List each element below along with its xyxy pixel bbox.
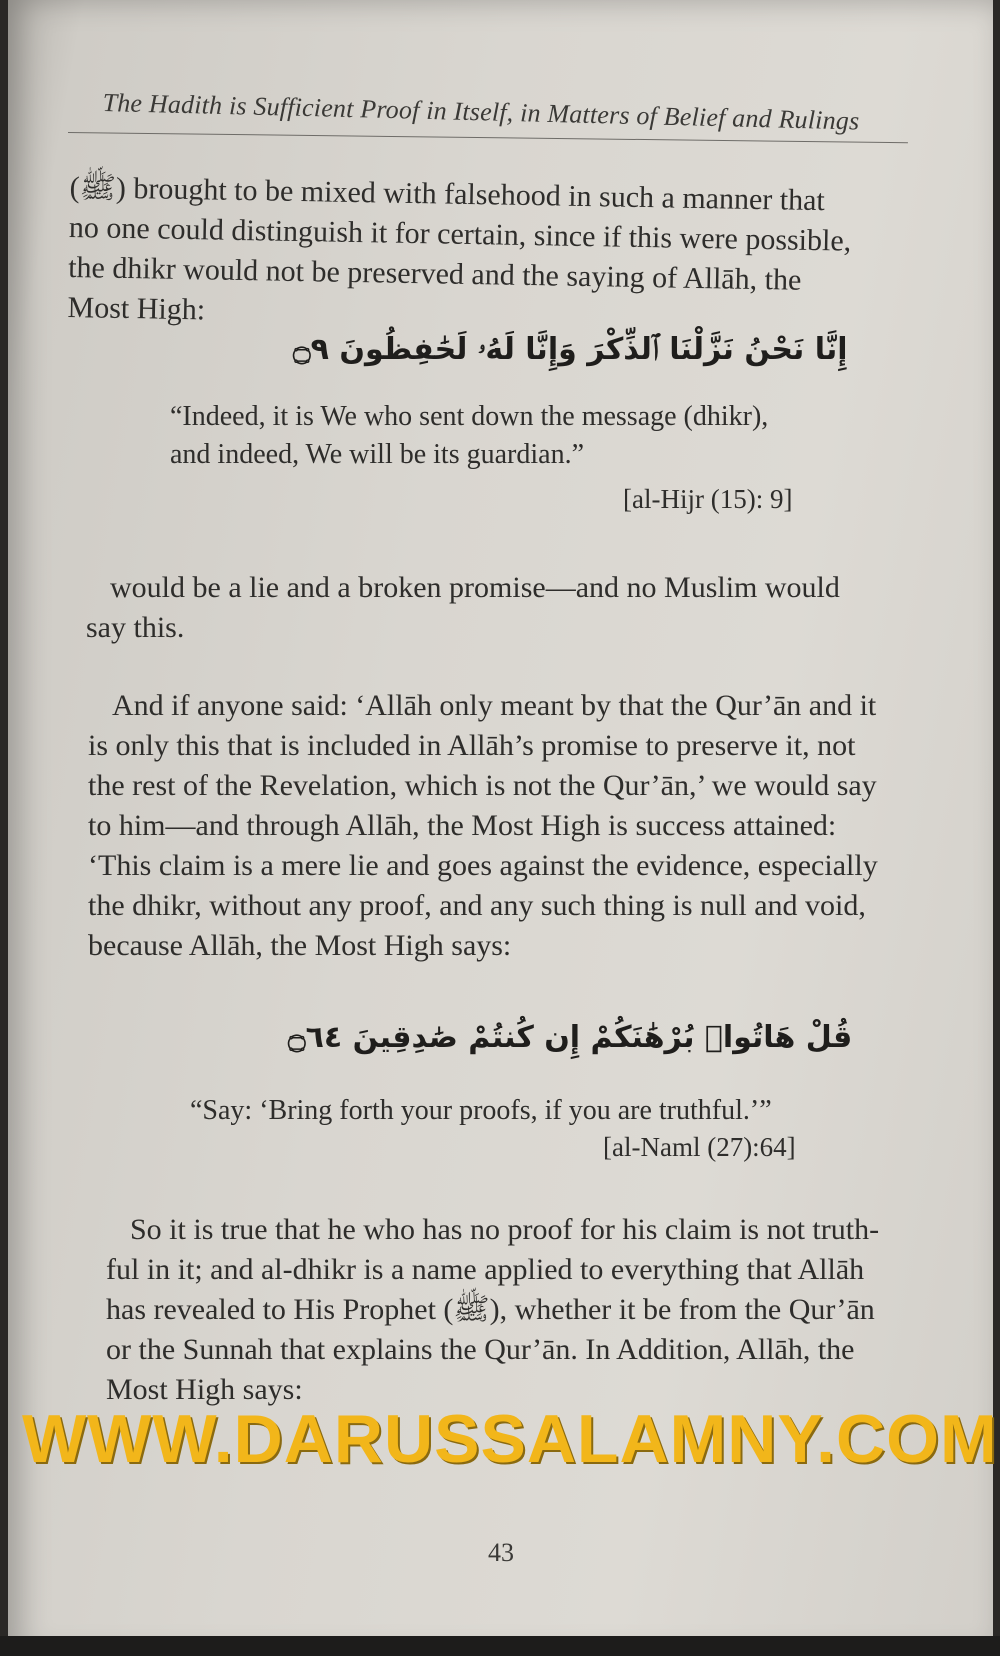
paragraph-4-line: Most High says: [106, 1373, 303, 1406]
paragraph-1-line: the dhikr would not be preserved and the saying of Allāh, the [67, 250, 802, 297]
paragraph-3 [88, 686, 878, 966]
paragraph-4-line: has revealed to His Prophet (ﷺ), whether it be from the Qur’ān [106, 1293, 875, 1326]
paragraph-1 [67, 168, 852, 342]
paragraph-4-line: So it is true that he who has no proof for his claim is not truth- [130, 1213, 880, 1246]
verse-2-translation-line: “Say: ‘Bring forth your proofs, if you are truthful.’” [190, 1095, 772, 1126]
bottom-edge [0, 1636, 1000, 1656]
paragraph-3-line: is only this that is included in Allāh’s promise to preserve it, not [88, 729, 856, 762]
paragraph-1-line: (ﷺ) brought to be mixed with falsehood in such a manner that [69, 170, 826, 218]
verse-1-reference: [al-Hijr (15): 9] [623, 484, 793, 514]
paragraph-1-line: no one could distinguish it for certain, since if this were possible, [68, 210, 852, 258]
running-header: The Hadith is Sufficient Proof in Itself, in Matters of Belief and Rulings [102, 88, 860, 136]
verse-1-translation [170, 398, 768, 474]
paragraph-4-line: or the Sunnah that explains the Qur’ān. In Addition, Allāh, the [106, 1333, 855, 1366]
paragraph-3-line: the dhikr, without any proof, and any such thing is null and void, [88, 889, 866, 922]
page-number: 43 [488, 1538, 514, 1567]
paragraph-3-line: to him—and through Allāh, the Most High is success attained: [88, 809, 837, 842]
paragraph-3-line: because Allāh, the Most High says: [88, 929, 512, 962]
verse-1-translation-line: and indeed, We will be its guardian.” [170, 439, 584, 470]
paragraph-4 [106, 1210, 879, 1410]
paragraph-2 [86, 568, 840, 648]
paragraph-2-line: would be a lie and a broken promise—and no Muslim would [110, 571, 840, 604]
paragraph-3-line: ‘This claim is a mere lie and goes against the evidence, especially [88, 849, 878, 882]
paragraph-1-line: Most High: [67, 290, 206, 327]
paragraph-3-line: And if anyone said: ‘Allāh only meant by that the Qur’ān and it [112, 689, 877, 722]
watermark-url: WWW.DARUSSALAMNY.COM [22, 1401, 998, 1477]
verse-2-translation [190, 1092, 772, 1130]
verse-1-translation-line: “Indeed, it is We who sent down the message (dhikr), [170, 401, 769, 432]
verse-2-reference: [al-Naml (27):64] [603, 1132, 796, 1162]
paragraph-3-line: the rest of the Revelation, which is not the Qur’ān,’ we would say [88, 769, 877, 802]
verse-2-arabic: قُلْ هَاتُوا۟ بُرْهَٰنَكُمْ إِن كُنتُمْ صَٰدِقِينَ ۝٦٤ [288, 1020, 853, 1055]
verse-1-arabic: إِنَّا نَحْنُ نَزَّلْنَا ٱلذِّكْرَ وَإِنَّا لَهُۥ لَحَٰفِظُونَ ۝٩ [293, 332, 848, 367]
paragraph-2-line: say this. [86, 611, 185, 644]
paragraph-4-line: ful in it; and al-dhikr is a name applied to everything that Allāh [106, 1253, 865, 1286]
